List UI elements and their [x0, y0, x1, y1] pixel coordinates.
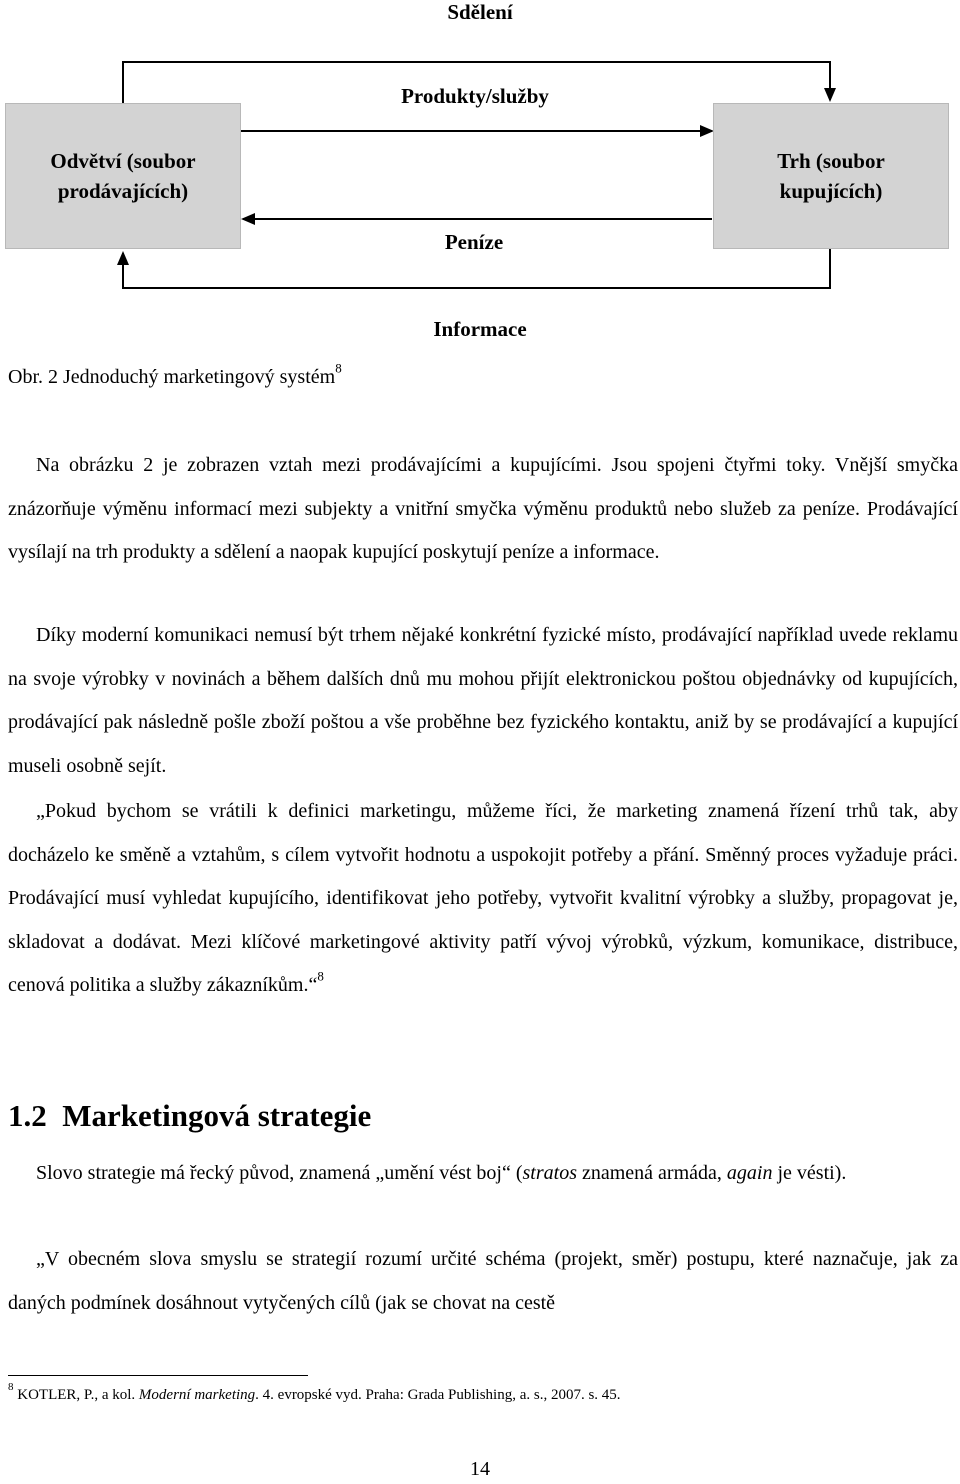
footnote-author: KOTLER, P., a kol.	[17, 1387, 139, 1403]
information-label: Informace	[433, 317, 527, 341]
products-label: Produkty/služby	[401, 84, 549, 108]
paragraph-modern-communication: Díky moderní komunikaci nemusí být trhem nějaké konkrétní fyzické místo, prodávající například uvede reklamu na svoje výrobky v novinách a během dalších dnů mu mohou přijít elektronickou poštou objednávky od kupujících, prodávající pak následně pošle zboží poštou a vše proběhne bez fyzického kontaktu, aniž by se prodávající a kupující museli osobně sejít.	[8, 624, 958, 777]
money-label: Peníze	[444, 230, 504, 254]
sellers-box-line2: prodávajících)	[57, 179, 189, 203]
section-number: 1.2	[8, 1098, 47, 1133]
sellers-box	[5, 103, 241, 249]
sellers-box-line1: Odvětví (soubor	[50, 149, 196, 173]
strategy-term-again: again	[726, 1162, 773, 1184]
footnote-divider	[8, 1375, 308, 1376]
market-box-line1: Trh (soubor	[777, 149, 885, 173]
caption-footnote-ref: 8	[335, 360, 342, 376]
footnote	[8, 1381, 621, 1404]
caption-text: Obr. 2 Jednoduchý marketingový systém	[8, 366, 336, 388]
market-box-line2: kupujících)	[779, 179, 883, 203]
figure-caption	[8, 360, 342, 389]
footnote-rest: . 4. evropské vyd. Praha: Grada Publishing, a. s., 2007. s. 45.	[255, 1387, 621, 1403]
strategy-text-a: Slovo strategie má řecký původ, znamená „umění vést boj“ (	[36, 1162, 523, 1184]
footnote-title: Moderní marketing	[138, 1387, 256, 1403]
strategy-text-c: znamená armáda,	[576, 1162, 727, 1184]
definition-quote: „Pokud bychom se vrátili k definici marketingu, můžeme říci, že marketing znamená řízení trhů tak, aby docházelo ke směně a vztahům, s cílem vytvořit hodnotu a uspokojit potřeby a přání. Směnný proces vyžaduje práci. Prodávající musí vyhledat kupujícího, identifikovat jeho potřeby, vytvořit kvalitní výrobky a služby, propagovat je, skladovat a dodávat. Mezi klíčové marketingové aktivity patří vývoj výrobků, výzkum, komunikace, distribuce, cenová politika a služby zákazníkům.“	[8, 800, 958, 996]
strategy-text-e: je vésti).	[772, 1162, 847, 1184]
section-title: Marketingová strategie	[62, 1098, 372, 1133]
section-heading	[8, 1098, 371, 1134]
definition-footnote-ref: 8	[317, 968, 324, 984]
footnote-number: 8	[8, 1381, 14, 1394]
paragraph-strategy-definition: „V obecném slova smyslu se strategií rozumí určité schéma (projekt, směr) postupu, které naznačuje, jak za daných podmínek dosáhnout vytyčených cílů (jak se chovat na cestě	[8, 1248, 958, 1314]
paragraph-marketing-definition	[8, 790, 958, 1008]
market-box	[713, 103, 949, 249]
page-number: 14	[470, 1458, 490, 1480]
paragraph-flows: Na obrázku 2 je zobrazen vztah mezi prodávajícími a kupujícími. Jsou spojeni čtyřmi toky. Vnější smyčka znázorňuje výměnu informací mezi subjekty a vnitřní smyčka výměnu produktů nebo služeb za peníze. Prodávající vysílají na trh produkty a sdělení a naopak kupující poskytují peníze a informace.	[8, 454, 958, 563]
paragraph-strategy-origin	[8, 1152, 958, 1196]
message-label: Sdělení	[447, 0, 513, 24]
strategy-term-stratos: stratos	[522, 1162, 577, 1184]
